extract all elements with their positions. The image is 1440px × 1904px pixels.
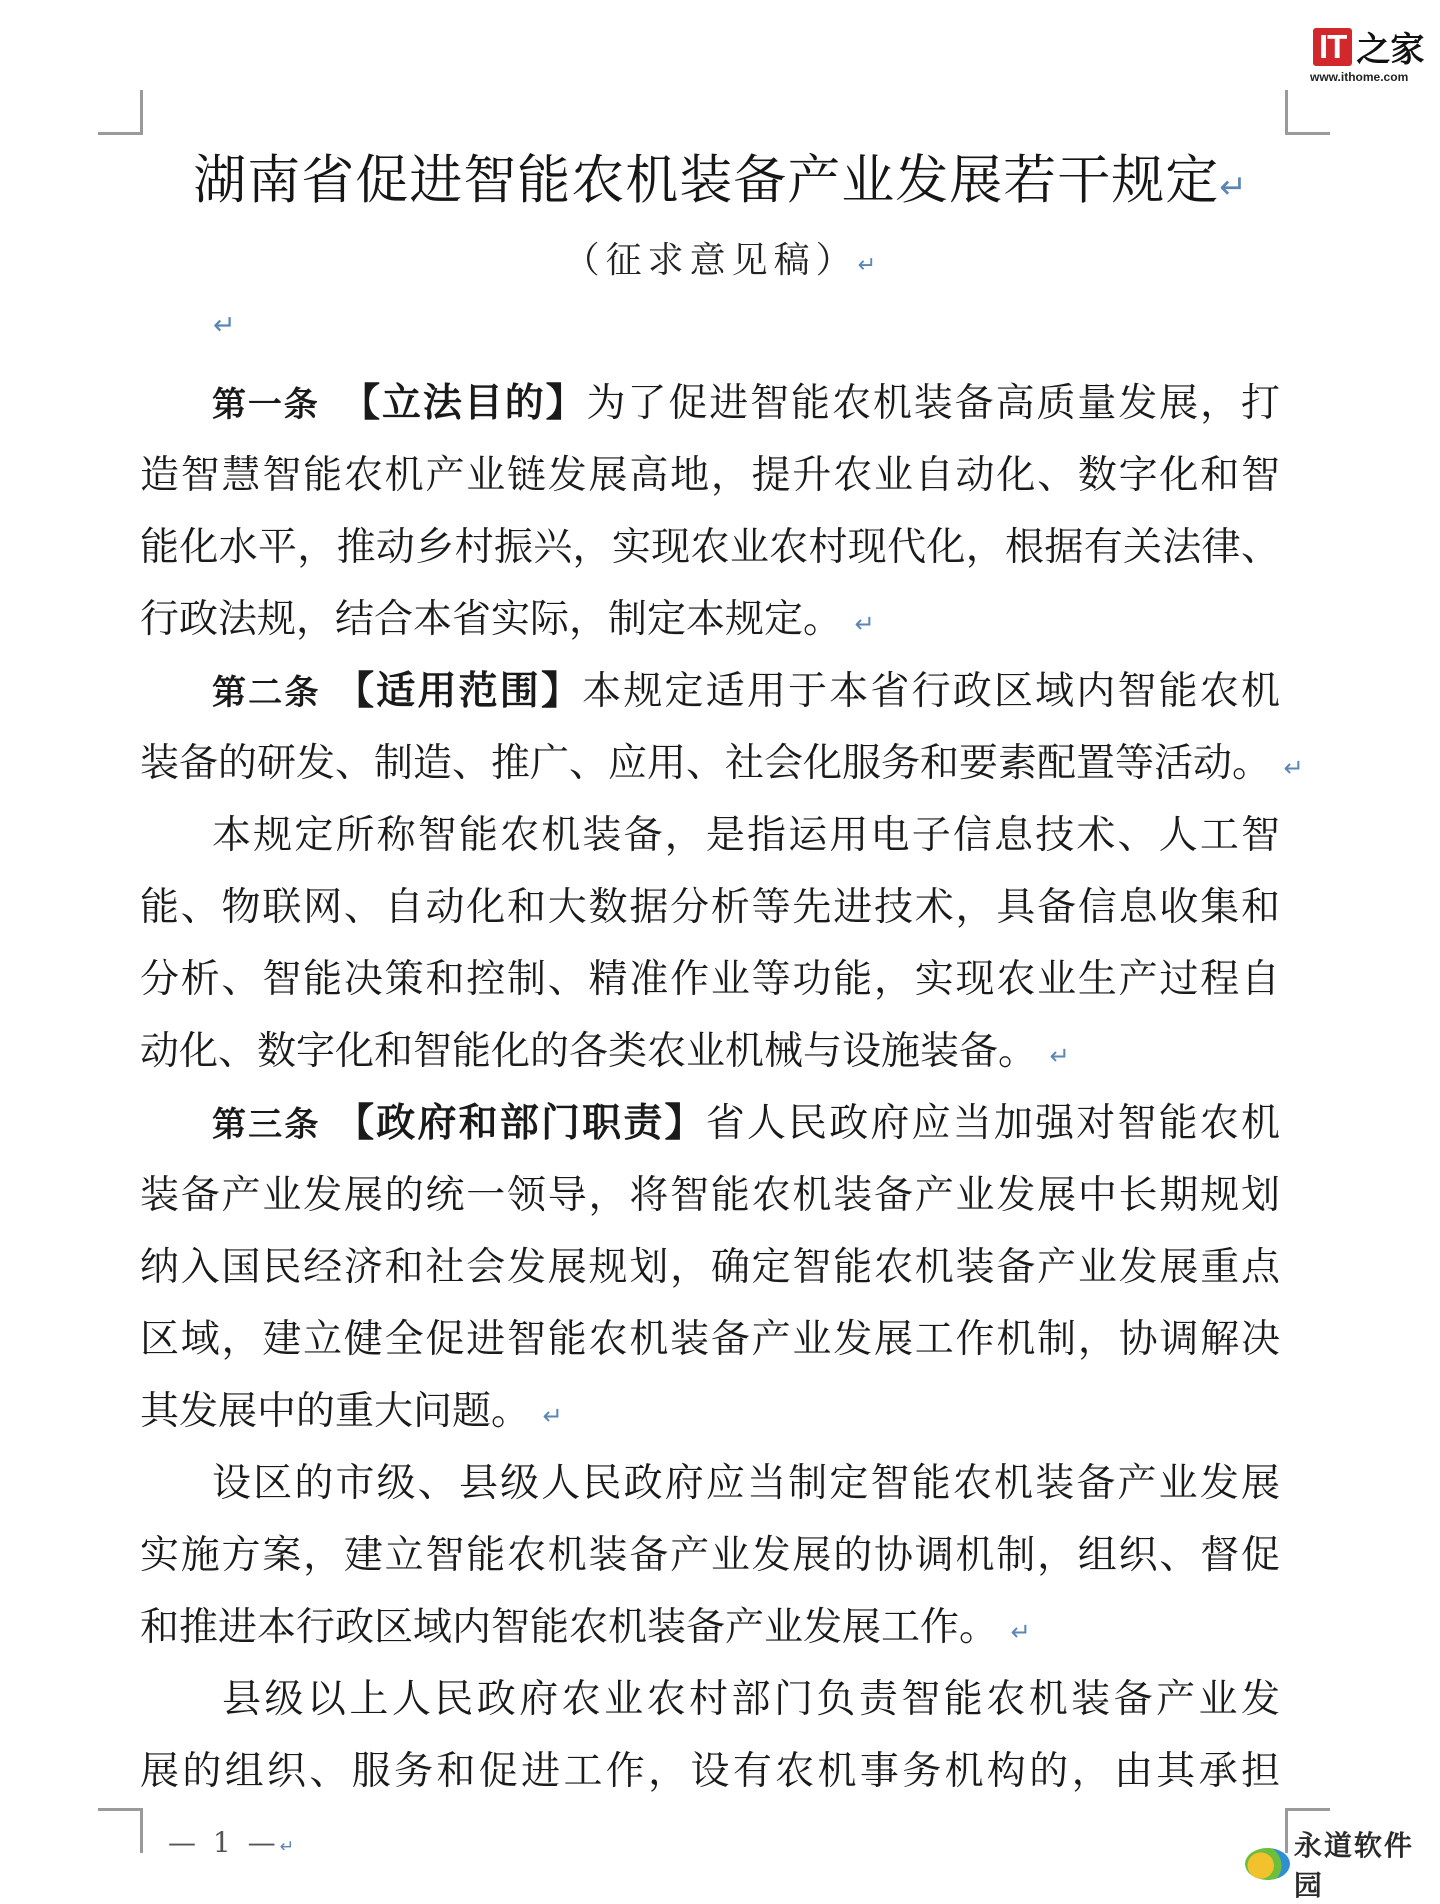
crop-mark-bottom-left [98,1808,143,1853]
article-2-para2-line: 能、物联网、自动化和大数据分析等先进技术，具备信息收集和 [140,885,1280,930]
article-3-line: 纳入国民经济和社会发展规划，确定智能农机装备产业发展重点 [140,1245,1280,1290]
article-heading: 【适用范围】 [335,669,583,714]
article-2-para2-line: 动化、数字化和智能化的各类农业机械与设施装备。 ↵ [140,1029,1070,1074]
article-1-line: 第一条 【立法目的】为了促进智能农机装备高质量发展，打 [212,381,1280,426]
document-body [140,368,1304,1808]
crop-mark-top-left [98,90,143,135]
article-heading: 【立法目的】 [360,381,587,426]
document-subtitle: （征求意见稿）↵ [563,240,877,281]
paragraph-mark-icon: ↵ [1049,1042,1070,1070]
article-2-line: 装备的研发、制造、推广、应用、社会化服务和要素配置等活动。 ↵ [140,741,1304,786]
paragraph-mark-icon: ↵ [854,610,875,638]
article-3-para3-line: 展的组织、服务和促进工作，设有农机事务机构的，由其承担 [140,1749,1280,1794]
paragraph-mark-icon: ↵ [1010,1618,1031,1646]
article-number: 第一条 [212,385,320,425]
watermark [1245,1824,1440,1904]
article-3-para2-line: 设区的市级、县级人民政府应当制定智能农机装备产业发展 [212,1461,1280,1506]
article-3-para2-line: 和推进本行政区域内智能农机装备产业发展工作。 ↵ [140,1605,1031,1650]
article-3-line: 区域，建立健全促进智能农机装备产业发展工作机制，协调解决 [140,1317,1280,1362]
watermark-logo-icon [1245,1848,1290,1880]
article-heading: 【政府和部门职责】 [335,1101,706,1146]
paragraph-mark-icon: ↵ [542,1402,563,1430]
article-number: 第二条 [212,673,321,713]
article-3-line: 第三条 【政府和部门职责】省人民政府应当加强对智能农机 [212,1101,1280,1146]
article-2-para2-line: 分析、智能决策和控制、精准作业等功能，实现农业生产过程自 [140,957,1280,1002]
document-title: 湖南省促进智能农机装备产业发展若干规定↵ [193,150,1247,211]
paragraph-mark-icon: ↵ [213,310,236,341]
logo-char: 之家 [1356,30,1425,70]
logo-mark: IT [1313,28,1352,66]
article-1-line: 能化水平，推动乡村振兴，实现农业农村现代化，根据有关法律、 [140,525,1280,570]
article-3-line: 其发展中的重大问题。 ↵ [140,1389,563,1434]
article-1-line: 造智慧智能农机产业链发展高地，提升农业自动化、数字化和智 [140,453,1280,498]
ithome-logo [1313,22,1424,71]
paragraph-mark-icon: ↵ [1219,167,1247,206]
paragraph-mark-icon: ↵ [1283,754,1304,782]
article-3-line: 装备产业发展的统一领导，将智能农机装备产业发展中长期规划 [140,1173,1280,1218]
paragraph-mark-icon: ↵ [279,1837,295,1857]
article-3-para3-line: 县级以上人民政府农业农村部门负责智能农机装备产业发 [222,1677,1280,1722]
article-1-line: 行政法规，结合本省实际，制定本规定。 ↵ [140,597,875,642]
paragraph-mark-icon: ↵ [857,252,877,278]
article-number: 第三条 [212,1105,321,1145]
article-2-para2-line: 本规定所称智能农机装备，是指运用电子信息技术、人工智 [212,813,1280,858]
article-2-line: 第二条 【适用范围】本规定适用于本省行政区域内智能农机 [212,669,1280,714]
watermark-text: 永道软件园 [1293,1829,1414,1902]
page-number: — 1 —↵ [168,1826,295,1859]
crop-mark-top-right [1285,90,1330,135]
logo-url: www.ithome.com [1310,70,1409,84]
article-3-para2-line: 实施方案，建立智能农机装备产业发展的协调机制，组织、督促 [140,1533,1280,1578]
